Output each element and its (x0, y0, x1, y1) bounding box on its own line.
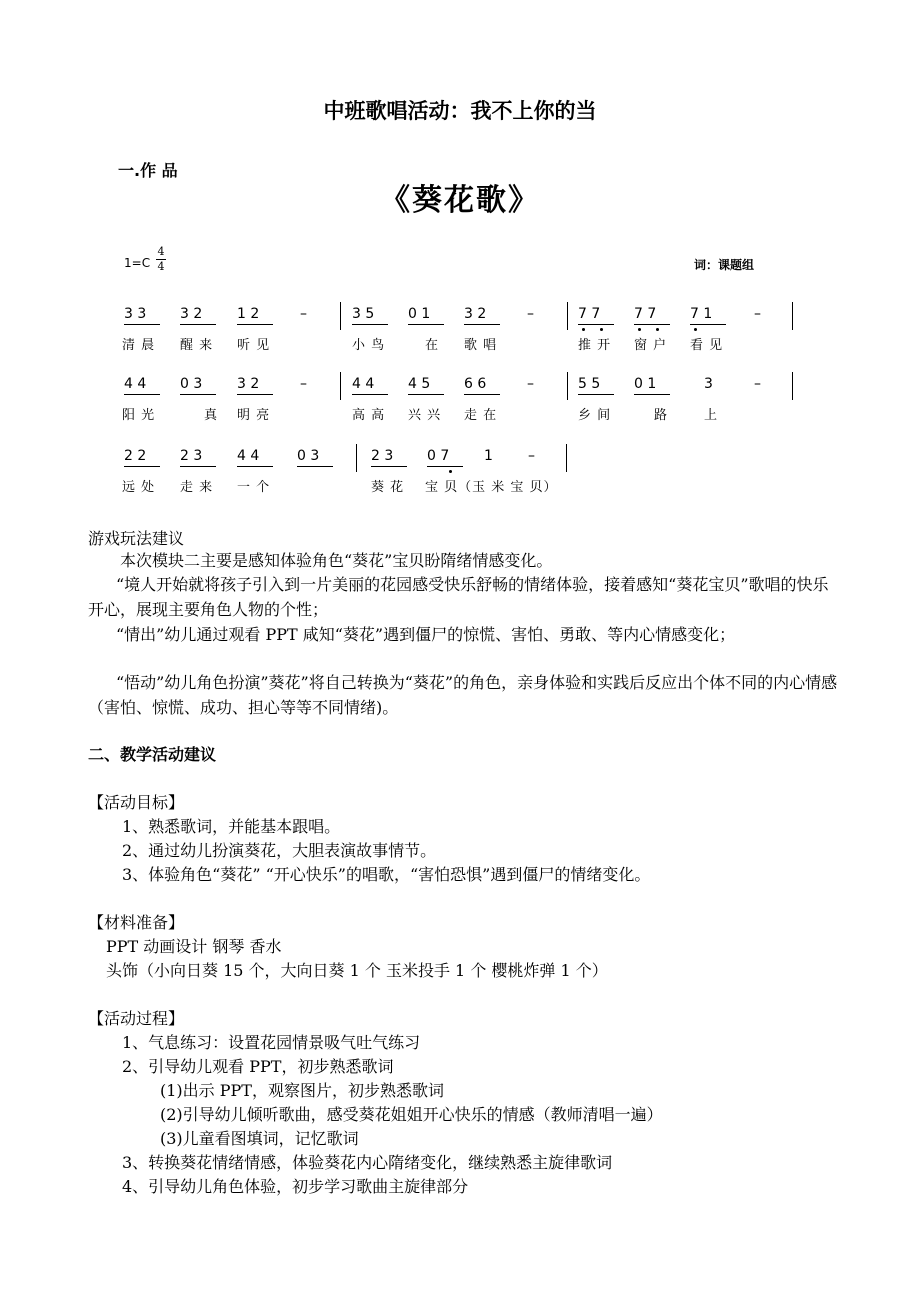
materials-heading: 【材料准备】 (88, 913, 185, 932)
note-group: 4 4 (237, 448, 260, 464)
note-dash: – (527, 306, 534, 322)
note-dash: – (300, 376, 307, 392)
lyric: 真 (204, 408, 219, 423)
goal-item: 2、通过幼儿扮演葵花，大胆表演故事情节。 (122, 841, 437, 860)
lyric: 歌 唱 (464, 338, 498, 353)
lyric: 上 (704, 408, 719, 423)
section-work-heading: 一.作 品 (118, 161, 178, 180)
bar-line (567, 372, 568, 400)
bar-line (567, 302, 568, 330)
section-teaching-heading: 二、教学活动建议 (88, 745, 217, 764)
game-paragraph: “悟动”幼儿角色扮演”葵花”将自己转换为“葵花”的角色，亲身体验和实践后反应出个体不同的内心情感（害怕、惊慌、成功、担心等等不同情绪)。 (88, 673, 838, 717)
lyricist-credit: 词：课题组 (694, 258, 755, 272)
lyric: 走 来 (180, 480, 214, 495)
lyric: 小 鸟 (352, 338, 386, 353)
time-sig-bottom: 4 (157, 260, 165, 273)
note-group: 7 7 (634, 306, 657, 322)
bar-line (792, 302, 793, 330)
lyric: 窗 户 (634, 338, 668, 353)
game-paragraph: “情出”幼儿通过观看 PPT 咸知“葵花”遇到僵尸的惊慌、害怕、勇敢、等内心情感变化； (116, 625, 736, 644)
lyric: 走 在 (464, 408, 498, 423)
lyric: 兴 兴 (408, 408, 442, 423)
goal-item: 1、熟悉歌词，并能基本跟唱。 (122, 817, 341, 836)
process-subitem: (1)出示 PPT，观察图片，初步熟悉歌词 (160, 1081, 444, 1100)
note-group: 3 2 (237, 376, 260, 392)
note-dash: – (754, 306, 761, 322)
low-octave-dot (600, 328, 603, 331)
note-single: 3 (704, 376, 713, 392)
process-item: 2、引导幼儿观看 PPT，初步熟悉歌词 (122, 1057, 394, 1076)
note-group: 7 7 (578, 306, 601, 322)
lyric: 明 亮 (237, 408, 271, 423)
lyric: 清 晨 (122, 338, 156, 353)
note-group: 4 4 (124, 376, 147, 392)
note-group: 0 1 (634, 376, 657, 392)
bar-line (340, 302, 341, 330)
note-dash: – (754, 376, 761, 392)
note-group: 6 6 (464, 376, 487, 392)
low-octave-dot (582, 328, 585, 331)
process-item: 1、气息练习：设置花园情景吸气吐气练习 (122, 1033, 421, 1052)
note-group: 5 5 (578, 376, 601, 392)
process-heading: 【活动过程】 (88, 1009, 185, 1028)
process-item: 3、转换葵花情绪情感，体验葵花内心隋绪变化，继续熟悉主旋律歌词 (122, 1153, 613, 1172)
process-item: 4、引导幼儿角色体验，初步学习歌曲主旋律部分 (122, 1177, 469, 1196)
note-group: 3 5 (352, 306, 375, 322)
note-group: 4 5 (408, 376, 431, 392)
game-heading: 游戏玩法建议 (88, 529, 185, 548)
note-group: 1 2 (237, 306, 260, 322)
note-dash: – (300, 306, 307, 322)
note-group: 3 2 (464, 306, 487, 322)
lyric: 听 见 (237, 338, 271, 353)
note-group: 0 3 (297, 448, 320, 464)
low-octave-dot (638, 328, 641, 331)
note-group: 2 3 (180, 448, 203, 464)
low-octave-dot (656, 328, 659, 331)
lyric: 阳 光 (122, 408, 156, 423)
song-title: 《葵花歌》 (380, 183, 540, 218)
note-group: 3 3 (124, 306, 147, 322)
lyric: 葵 花 (371, 480, 405, 495)
time-sig-top: 4 (157, 245, 165, 258)
lyric: 远 处 (122, 480, 156, 495)
time-signature (156, 246, 166, 273)
process-subitem: (2)引导幼儿倾听歌曲，感受葵花姐姐开心快乐的情感（教师清唱一遍） (160, 1105, 663, 1124)
lyric: 宝 贝（玉 米 宝 贝） (425, 480, 558, 495)
note-group: 2 2 (124, 448, 147, 464)
lyric: 醒 来 (180, 338, 214, 353)
key-signature: 1=C (124, 256, 151, 270)
note-group: 0 1 (408, 306, 431, 322)
note-group: 3 2 (180, 306, 203, 322)
note-dash: – (527, 376, 534, 392)
lyric: 看 见 (690, 338, 724, 353)
low-octave-dot (694, 328, 697, 331)
low-octave-dot (449, 470, 452, 473)
goals-heading: 【活动目标】 (88, 793, 185, 812)
lyric: 在 (425, 338, 440, 353)
lyric: 乡 间 (578, 408, 612, 423)
lyric: 推 开 (578, 338, 612, 353)
lyric: 高 高 (352, 408, 386, 423)
game-paragraph: 本次模块二主要是感知体验角色“葵花”宝贝盼隋绪情感变化。 (120, 551, 553, 570)
materials-line: 头饰（小向日葵 15 个，大向日葵 1 个 玉米投手 1 个 樱桃炸弹 1 个） (106, 961, 608, 980)
bar-line (566, 444, 567, 472)
goal-item: 3、体验角色“葵花” “开心快乐”的唱歌，“害怕恐惧”遇到僵尸的情绪变化。 (122, 865, 651, 884)
note-group: 0 3 (180, 376, 203, 392)
note-single: 1 (484, 448, 493, 464)
process-subitem: (3)儿童看图填词，记忆歌词 (160, 1129, 359, 1148)
bar-line (340, 372, 341, 400)
document-title: 中班歌唱活动：我不上你的当 (323, 99, 597, 123)
lyric: 一 个 (237, 480, 271, 495)
note-group: 2 3 (371, 448, 394, 464)
note-dash: – (528, 448, 535, 464)
note-group: 0 7 (427, 448, 450, 464)
note-group: 4 4 (352, 376, 375, 392)
lyric: 路 (654, 408, 669, 423)
materials-line: PPT 动画设计 钢琴 香水 (106, 937, 282, 956)
bar-line (356, 444, 357, 472)
game-paragraph: “境人开始就将孩子引入到一片美丽的花园感受快乐舒畅的情绪体验，接着感知“葵花宝贝”歌唱的快乐开心，展现主要角色人物的个性； (88, 575, 829, 619)
note-group: 7 1 (690, 306, 713, 322)
bar-line (792, 372, 793, 400)
